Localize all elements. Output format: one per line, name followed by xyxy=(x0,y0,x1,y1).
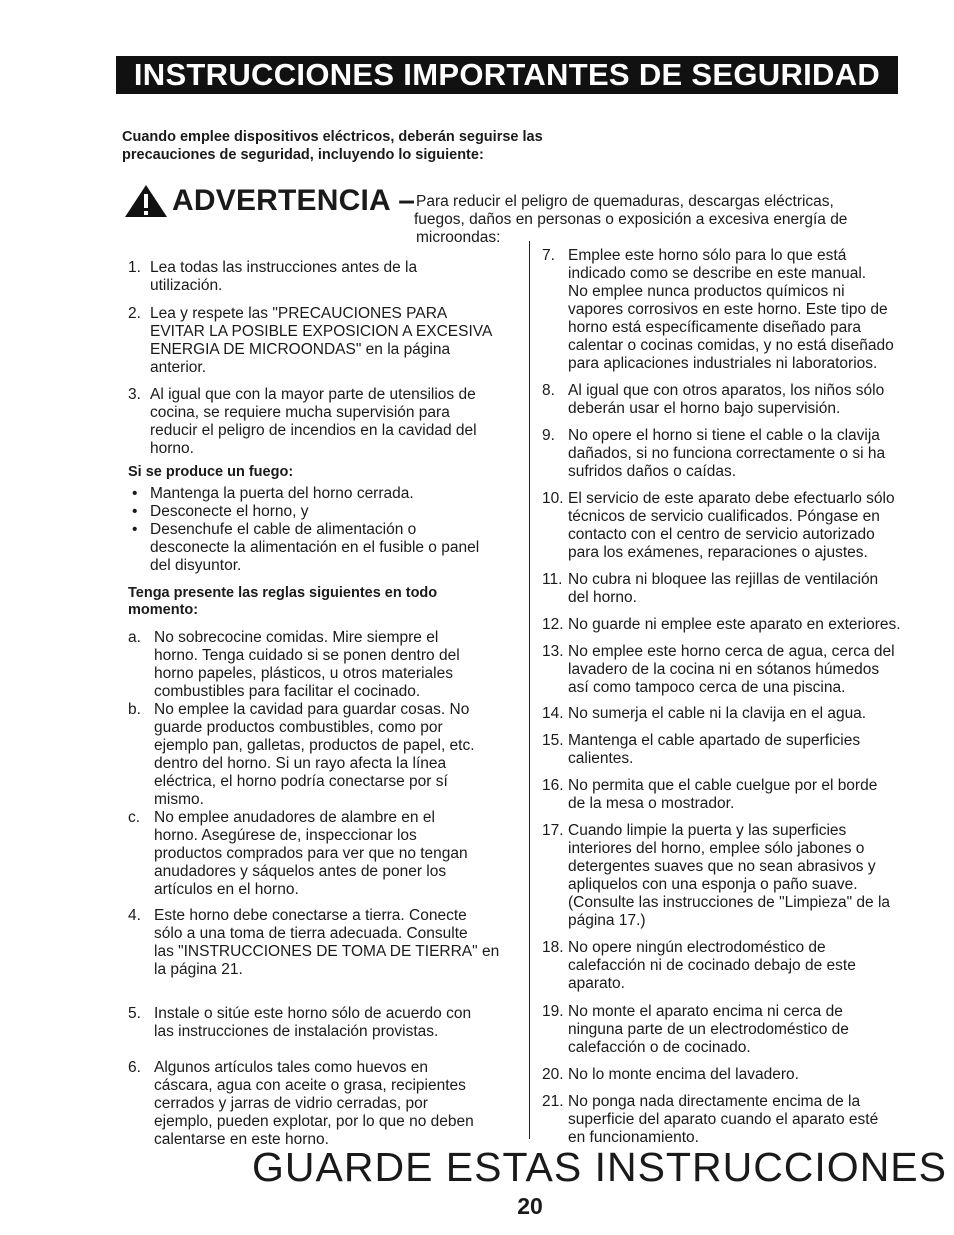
text-line: horno. Tenga cuidado si se ponen dentro del xyxy=(154,647,460,664)
text-line: ejemplo pan, galletas, productos de papel, etc. xyxy=(154,737,475,754)
list-item xyxy=(542,490,924,562)
item-number: 1. xyxy=(128,259,141,276)
warning-title: ADVERTENCIA – xyxy=(172,184,416,217)
text-line: Algunos artículos tales como huevos en xyxy=(154,1059,428,1076)
bullet-item xyxy=(128,485,520,503)
item-text xyxy=(568,732,924,768)
item-number: 12. xyxy=(542,616,564,633)
text-line: página 17.) xyxy=(568,912,646,929)
item-number: b. xyxy=(128,701,141,718)
list-item xyxy=(542,1003,924,1057)
text-line: Este horno debe conectarse a tierra. Conecte xyxy=(154,907,467,924)
intro-text xyxy=(122,128,592,164)
save-instructions-title: GUARDE ESTAS INSTRUCCIONES xyxy=(252,1144,947,1190)
list-item xyxy=(542,382,924,418)
item-number: 20. xyxy=(542,1066,564,1083)
text-line: la página 21. xyxy=(154,961,243,978)
bullet-text xyxy=(150,485,520,503)
list-item xyxy=(128,907,520,979)
item-text xyxy=(150,259,520,295)
list-item xyxy=(128,701,520,809)
item-text xyxy=(154,1059,520,1149)
item-number: 21. xyxy=(542,1093,564,1110)
text-line: Mantenga la puerta del horno cerrada. xyxy=(150,485,414,502)
item-text xyxy=(568,571,924,607)
item-text xyxy=(568,777,924,813)
text-line: calefacción o de cocinado. xyxy=(568,1039,751,1056)
text-line: No sobrecocine comidas. Mire siempre el xyxy=(154,629,439,646)
text-line: cocina, se requiere mucha supervisión para xyxy=(150,404,450,421)
text-line: Cuando limpie la puerta y las superficies xyxy=(568,822,847,839)
warning-heading xyxy=(124,186,415,216)
item-text xyxy=(154,907,520,979)
list-item xyxy=(128,629,520,701)
list-item xyxy=(542,571,924,607)
item-text xyxy=(568,382,924,418)
text-line: del disyuntor. xyxy=(150,557,242,574)
text-line: combustibles para facilitar el cocinado. xyxy=(154,683,421,700)
text-line: No emplee este horno cerca de agua, cerca del xyxy=(568,643,895,660)
left-column xyxy=(128,259,520,1158)
item-number: 17. xyxy=(542,822,564,839)
item-number: 3. xyxy=(128,386,141,403)
item-text xyxy=(568,1066,924,1084)
warning-line: microondas: xyxy=(416,229,501,246)
text-line: reducir el peligro de incendios en la cavidad del xyxy=(150,422,477,439)
text-line: Emplee este horno sólo para lo que está xyxy=(568,247,847,264)
list-item xyxy=(542,643,924,697)
text-line: sufridos daños o caídas. xyxy=(568,463,737,480)
text-line: calentarse en este horno. xyxy=(154,1131,329,1148)
text-line: Al igual que con la mayor parte de utensilios de xyxy=(150,386,476,403)
text-line: del horno. xyxy=(568,589,637,606)
text-line: Lea y respete las "PRECAUCIONES PARA xyxy=(150,305,448,322)
list-item xyxy=(128,1005,520,1041)
text-line: horno papeles, plásticos, u otros materiales xyxy=(154,665,453,682)
text-line: en funcionamiento. xyxy=(568,1129,699,1146)
item-text xyxy=(568,705,924,723)
text-line: dentro del horno. Si un rayo afecta la línea xyxy=(154,755,447,772)
list-item xyxy=(128,1059,520,1149)
text-line: para los exámenes, reparaciones o ajustes. xyxy=(568,544,868,561)
text-line: indicado como se describe en este manual. xyxy=(568,265,867,282)
item-text xyxy=(568,643,924,697)
item-number: 6. xyxy=(128,1059,141,1076)
list-item xyxy=(542,1066,924,1084)
text-line: No guarde ni emplee este aparato en exteriores. xyxy=(568,616,901,633)
list-item xyxy=(542,705,924,723)
item-text xyxy=(568,427,924,481)
text-line: cáscara, agua con aceite o grasa, recipientes xyxy=(154,1077,466,1094)
text-line: lavadero de la cocina ni en sótanos húmedos xyxy=(568,661,880,678)
text-line: No opere el horno si tiene el cable o la clavija xyxy=(568,427,880,444)
text-line: contacto con el centro de servicio autorizado xyxy=(568,526,875,543)
item-number: 13. xyxy=(542,643,564,660)
text-line: técnicos de servicio cualificados. Póngase en xyxy=(568,508,880,525)
item-text xyxy=(568,247,924,373)
list-item xyxy=(542,247,924,373)
item-number: 19. xyxy=(542,1003,564,1020)
intro-line: precauciones de seguridad, incluyendo lo siguiente: xyxy=(122,147,484,163)
list-item xyxy=(542,777,924,813)
text-line: anterior. xyxy=(150,359,207,376)
bullet-icon: • xyxy=(132,485,138,502)
warning-text xyxy=(416,193,906,247)
item-text xyxy=(154,809,520,899)
text-line: Desenchufe el cable de alimentación o xyxy=(150,521,417,538)
text-line: para aplicaciones industriales ni laboratorios. xyxy=(568,355,878,372)
item-text xyxy=(568,490,924,562)
text-line: calentar o cocinas comidas, y no está diseñado xyxy=(568,337,894,354)
list-item xyxy=(542,939,924,993)
intro-line: Cuando emplee dispositivos eléctricos, deberán seguirse las xyxy=(122,129,543,145)
bullet-text xyxy=(150,503,520,521)
text-line: guarde productos combustibles, como por xyxy=(154,719,443,736)
text-line: No cubra ni bloquee las rejillas de ventilación xyxy=(568,571,879,588)
text-line: ninguna parte de un electrodoméstico de xyxy=(568,1021,849,1038)
text-line: Mantenga el cable apartado de superficies xyxy=(568,732,861,749)
item-number: c. xyxy=(128,809,141,826)
text-line: No monte el aparato encima ni cerca de xyxy=(568,1003,843,1020)
warning-line: Para reducir el peligro de quemaduras, descargas eléctricas, xyxy=(416,193,834,210)
item-number: 10. xyxy=(542,490,564,507)
text-line: superficie del aparato cuando el aparato esté xyxy=(568,1111,879,1128)
text-line: desconecte la alimentación en el fusible o panel xyxy=(150,539,480,556)
list-item xyxy=(128,305,520,377)
text-line: No sumerja el cable ni la clavija en el agua. xyxy=(568,705,867,722)
text-line: cerrados y jarras de vidrio cerradas, por xyxy=(154,1095,428,1112)
item-number: 15. xyxy=(542,732,564,749)
item-text xyxy=(568,1003,924,1057)
column-divider xyxy=(529,241,530,1139)
text-line: No emplee la cavidad para guardar cosas. No xyxy=(154,701,470,718)
text-line: las "INSTRUCCIONES DE TOMA DE TIERRA" en xyxy=(154,943,500,960)
text-line: Desconecte el horno, y xyxy=(150,503,309,520)
text-line: Instale o sitúe este horno sólo de acuerdo con xyxy=(154,1005,472,1022)
right-column xyxy=(542,247,924,1156)
text-line: No opere ningún electrodoméstico de xyxy=(568,939,826,956)
text-line: eléctrica, el horno podría conectarse por sí xyxy=(154,773,448,790)
bullet-text xyxy=(150,521,520,575)
text-line: interiores del horno, emplee sólo jabones o xyxy=(568,840,865,857)
text-line: deberán usar el horno bajo supervisión. xyxy=(568,400,841,417)
item-text xyxy=(568,1093,924,1147)
text-line: horno. xyxy=(150,440,194,457)
text-line: Al igual que con otros aparatos, los niños sólo xyxy=(568,382,885,399)
item-text xyxy=(154,701,520,809)
list-item xyxy=(128,259,520,295)
rules-heading-line: Tenga presente las reglas siguientes en todo xyxy=(128,585,438,601)
list-item xyxy=(542,1093,924,1147)
list-item xyxy=(542,822,924,930)
text-line: El servicio de este aparato debe efectuarlo sólo xyxy=(568,490,895,507)
text-line: ENERGIA DE MICROONDAS" en la página xyxy=(150,341,451,358)
rules-heading xyxy=(128,585,520,619)
text-line: de la mesa o mostrador. xyxy=(568,795,735,812)
list-item xyxy=(542,616,924,634)
text-line: aparato. xyxy=(568,975,625,992)
text-line: No emplee anudadores de alambre en el xyxy=(154,809,435,826)
item-text xyxy=(154,629,520,701)
text-line: Lea todas las instrucciones antes de la xyxy=(150,259,418,276)
item-number: 8. xyxy=(542,382,555,399)
text-line: No ponga nada directamente encima de la xyxy=(568,1093,861,1110)
item-number: 7. xyxy=(542,247,555,264)
warning-triangle-icon xyxy=(124,184,168,218)
item-text xyxy=(568,822,924,930)
text-line: apliquelos con una esponja o paño suave. xyxy=(568,876,858,893)
list-item xyxy=(128,386,520,458)
text-line: así como tampoco cerca de una piscina. xyxy=(568,679,846,696)
item-number: 16. xyxy=(542,777,564,794)
item-number: 11. xyxy=(542,571,563,588)
text-line: (Consulte las instrucciones de "Limpieza" de la xyxy=(568,894,891,911)
item-text xyxy=(150,305,520,377)
page-banner-title: INSTRUCCIONES IMPORTANTES DE SEGURIDAD xyxy=(116,56,898,94)
text-line: No lo monte encima del lavadero. xyxy=(568,1066,799,1083)
text-line: las instrucciones de instalación provistas. xyxy=(154,1023,439,1040)
text-line: detergentes suaves que no sean abrasivos y xyxy=(568,858,876,875)
list-item xyxy=(542,732,924,768)
text-line: artículos en el horno. xyxy=(154,881,299,898)
text-line: EVITAR LA POSIBLE EXPOSICION A EXCESIVA xyxy=(150,323,493,340)
item-number: 4. xyxy=(128,907,141,924)
text-line: No emplee nunca productos químicos ni xyxy=(568,283,845,300)
text-line: horno. Asegúrese de, inspeccionar los xyxy=(154,827,417,844)
text-line: mismo. xyxy=(154,791,204,808)
text-line: dañados, si no funciona correctamente o si ha xyxy=(568,445,886,462)
warning-line: fuegos, daños en personas o exposición a excesiva energía de xyxy=(414,211,848,228)
item-text xyxy=(568,616,924,634)
item-text xyxy=(150,386,520,458)
item-number: 18. xyxy=(542,939,564,956)
text-line: utilización. xyxy=(150,277,223,294)
text-line: calefacción ni de cocinado debajo de este xyxy=(568,957,856,974)
item-number: 5. xyxy=(128,1005,141,1022)
fire-heading: Si se produce un fuego: xyxy=(128,464,294,480)
text-line: sólo a una toma de tierra adecuada. Consulte xyxy=(154,925,468,942)
text-line: anudadores y sáquelos antes de poner los xyxy=(154,863,447,880)
bullet-item xyxy=(128,521,520,575)
text-line: ejemplo, pueden explotar, por lo que no deben xyxy=(154,1113,474,1130)
page-number: 20 xyxy=(517,1193,543,1219)
bullet-item xyxy=(128,503,520,521)
item-number: 14. xyxy=(542,705,564,722)
item-number: a. xyxy=(128,629,141,646)
item-text xyxy=(154,1005,520,1041)
text-line: vapores corrosivos en este horno. Este tipo de xyxy=(568,301,888,318)
text-line: horno está específicamente diseñado para xyxy=(568,319,861,336)
text-line: calientes. xyxy=(568,750,634,767)
item-text xyxy=(568,939,924,993)
item-number: 9. xyxy=(542,427,555,444)
bullet-icon: • xyxy=(132,521,138,538)
rules-heading-line: momento: xyxy=(128,602,199,618)
list-item xyxy=(128,809,520,899)
item-number: 2. xyxy=(128,305,141,322)
text-line: No permita que el cable cuelgue por el borde xyxy=(568,777,878,794)
text-line: productos comprados para ver que no tengan xyxy=(154,845,468,862)
list-item xyxy=(542,427,924,481)
bullet-icon: • xyxy=(132,503,138,520)
